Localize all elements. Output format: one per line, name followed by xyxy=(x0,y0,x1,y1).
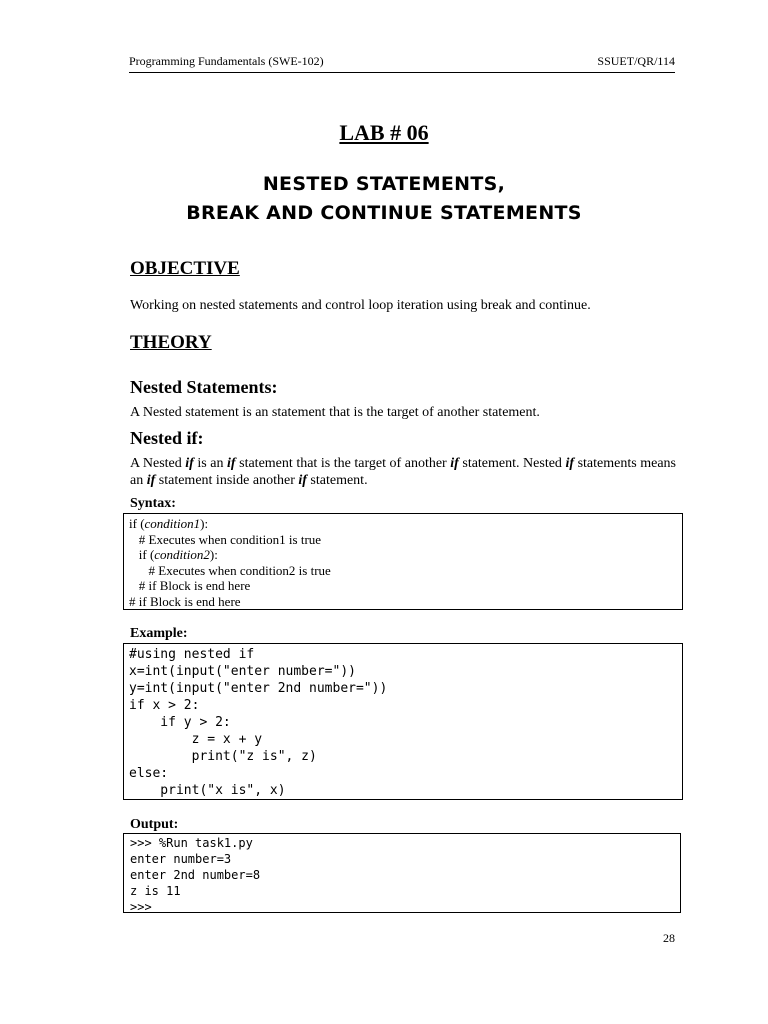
syntax-line: # if Block is end here xyxy=(129,578,251,593)
page-number: 28 xyxy=(663,931,675,945)
nested-if-heading: Nested if: xyxy=(130,428,204,448)
text-run: statement. xyxy=(306,473,368,488)
text-run: is an xyxy=(193,456,228,471)
keyword-if: if xyxy=(146,473,156,488)
main-title xyxy=(0,170,768,228)
code-line: if x > 2: xyxy=(129,698,200,713)
code-line: print("x is", x) xyxy=(129,783,286,798)
code-line: y=int(input("enter 2nd number=")) xyxy=(129,681,388,696)
keyword-if: if xyxy=(185,456,194,471)
syntax-line: # if Block is end here xyxy=(129,593,241,609)
syntax-text: if ( xyxy=(129,547,155,562)
syntax-line: # Executes when condition1 is true xyxy=(129,531,322,547)
syntax-text: if ( xyxy=(129,516,145,531)
main-title-line-1: NESTED STATEMENTS, xyxy=(262,173,506,195)
page-header xyxy=(129,54,675,74)
keyword-if: if xyxy=(227,456,236,471)
document-code: SSUET/QR/114 xyxy=(597,54,675,68)
example-code-box xyxy=(123,643,683,800)
keyword-if: if xyxy=(298,473,307,488)
output-line: z is 11 xyxy=(130,884,181,898)
syntax-line xyxy=(129,516,677,532)
example-label: Example: xyxy=(130,626,188,641)
keyword-if: if xyxy=(450,456,459,471)
code-line: z = x + y xyxy=(129,732,263,747)
lab-title: LAB # 06 xyxy=(339,120,429,145)
syntax-text: ): xyxy=(200,516,209,531)
text-run: A Nested xyxy=(130,456,186,471)
objective-heading: OBJECTIVE xyxy=(130,258,240,279)
nested-statements-text: A Nested statement is an statement that is the target of another statement. xyxy=(130,405,540,420)
code-line: x=int(input("enter number=")) xyxy=(129,664,356,679)
syntax-line xyxy=(129,547,677,563)
syntax-text: ): xyxy=(209,547,218,562)
syntax-box xyxy=(123,513,683,610)
output-line: enter number=3 xyxy=(130,852,232,866)
syntax-line: # Executes when condition2 is true xyxy=(129,562,331,578)
output-line: >>> xyxy=(130,900,152,914)
syntax-label: Syntax: xyxy=(130,496,176,511)
code-line: if y > 2: xyxy=(129,715,231,730)
text-run: statement. Nested xyxy=(458,456,566,471)
text-run: statement that is the target of another xyxy=(235,456,451,471)
code-line: else: xyxy=(129,766,169,781)
code-line: #using nested if xyxy=(129,647,255,662)
output-line: >>> %Run task1.py xyxy=(130,836,253,850)
output-label: Output: xyxy=(130,817,179,832)
header-divider xyxy=(129,72,675,73)
theory-heading: THEORY xyxy=(130,332,212,353)
output-box xyxy=(123,833,681,913)
objective-text: Working on nested statements and control loop iteration using break and continue. xyxy=(130,298,591,313)
syntax-condition: condition2 xyxy=(154,547,210,562)
syntax-condition: condition1 xyxy=(144,516,201,531)
course-name: Programming Fundamentals (SWE-102) xyxy=(129,54,324,68)
text-run: statements means an xyxy=(130,456,676,488)
code-line: print("z is", z) xyxy=(129,749,317,764)
text-run: statement inside another xyxy=(155,473,299,488)
output-line: enter 2nd number=8 xyxy=(130,868,261,882)
nested-if-text xyxy=(130,455,676,489)
nested-statements-heading: Nested Statements: xyxy=(130,377,278,397)
main-title-line-2: BREAK AND CONTINUE STATEMENTS xyxy=(186,202,582,224)
keyword-if: if xyxy=(565,456,575,471)
